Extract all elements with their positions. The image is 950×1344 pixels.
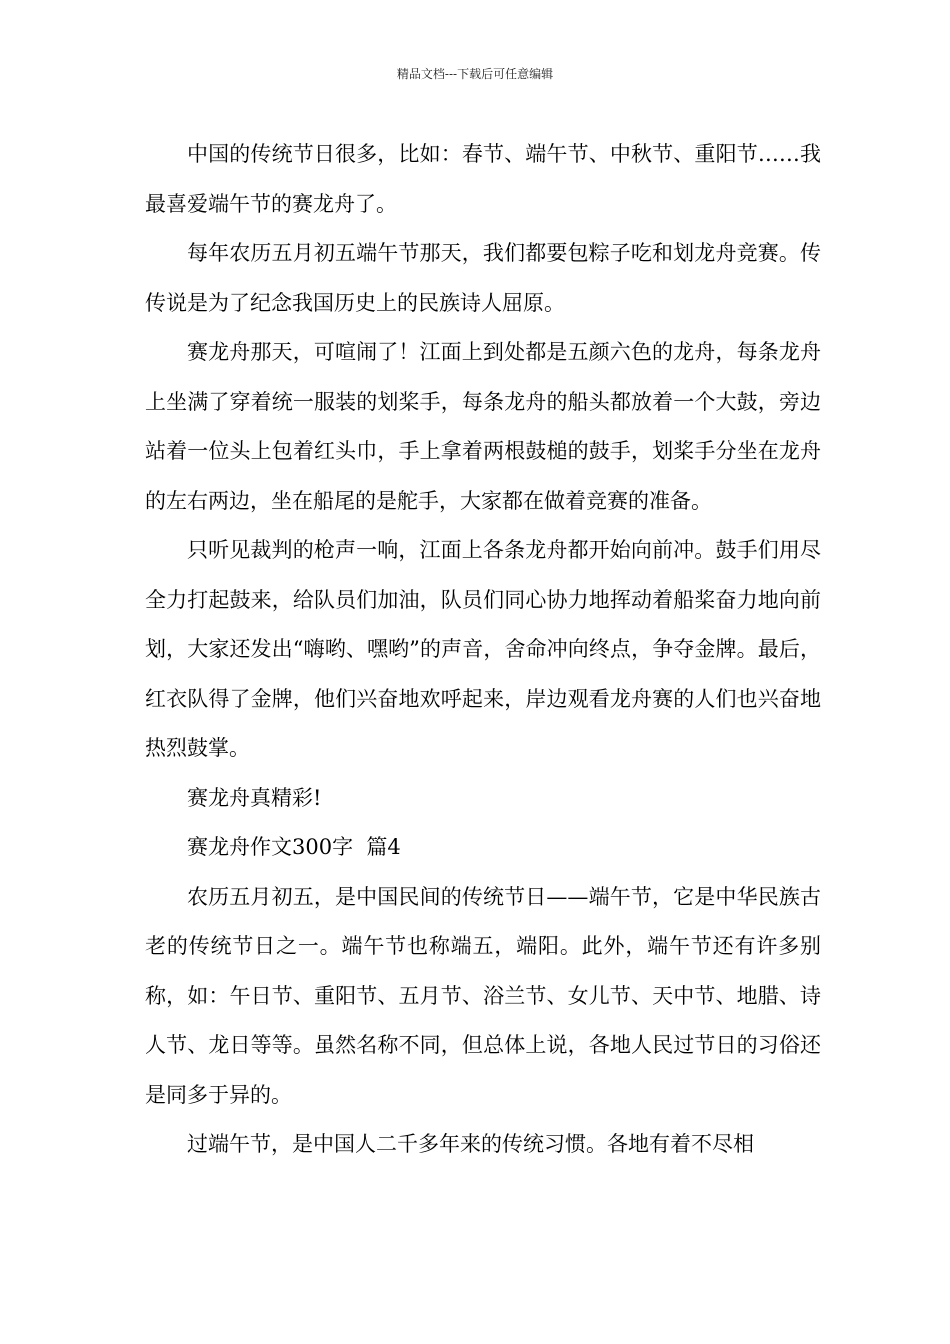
paragraph-1: 中国的传统节日很多，比如：春节、端午节、中秋节、重阳节……我最喜爱端午节的赛龙舟了。 <box>145 142 821 216</box>
paragraph-2: 每年农历五月初五端午节那天，我们都要包粽子吃和划龙舟竞赛。传传说是为了纪念我国历史上的民族诗人屈原。 <box>145 241 821 315</box>
paragraph-4: 只听见裁判的枪声一响，江面上各条龙舟都开始向前冲。鼓手们用尽全力打起鼓来，给队员们加油，队员们同心协力地挥动着船桨奋力地向前划，大家还发出“嗨哟、嘿哟”的声音，舍命冲向终点，争夺金牌。最后，红衣队得了金牌，他们兴奋地欢呼起来，岸边观看龙舟赛的人们也兴奋地热烈鼓掌。 <box>145 538 821 760</box>
paragraph-6: 农历五月初五，是中国民间的传统节日——端午节，它是中华民族古老的传统节日之一。端午节也称端五，端阳。此外，端午节还有许多别称，如：午日节、重阳节、五月节、浴兰节、女儿节、天中节、地腊、诗人节、龙日等等。虽然名称不同，但总体上说，各地人民过节日的习俗还是同多于异的。 <box>145 884 821 1107</box>
paragraph-7: 过端午节，是中国人二千多年来的传统习惯。各地有着不尽相 <box>187 1132 754 1156</box>
paragraph-5: 赛龙舟真精彩! <box>187 785 322 810</box>
paragraph-3: 赛龙舟那天，可喧闹了！江面上到处都是五颜六色的龙舟，每条龙舟上坐满了穿着统一服装的划桨手，每条龙舟的船头都放着一个大鼓，旁边站着一位头上包着红头巾，手上拿着两根鼓槌的鼓手，划桨手分坐在龙舟的左右两边，坐在船尾的是舵手，大家都在做着竞赛的准备。 <box>145 340 821 513</box>
section-heading: 赛龙舟作文300字 篇4 <box>187 835 401 859</box>
document-body <box>145 130 821 1170</box>
page-header: 精品文档---下载后可任意编辑 <box>396 67 554 81</box>
